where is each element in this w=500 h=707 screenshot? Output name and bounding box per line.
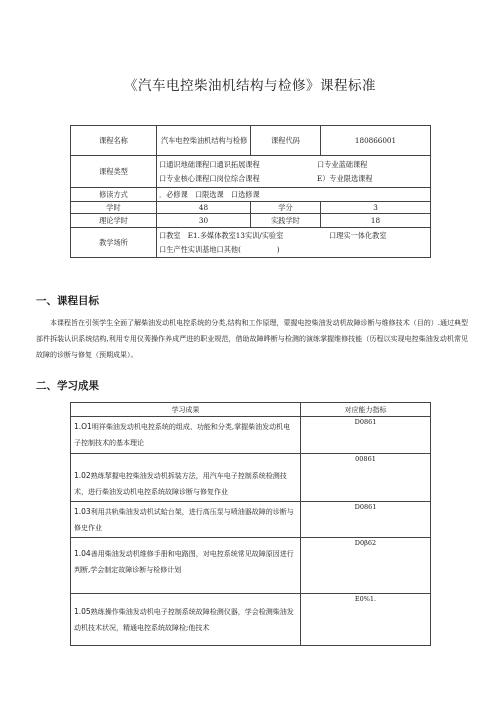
course-type-option-2: 口专业蓝础课程 [317, 159, 368, 169]
venue-label: 教学场所 [71, 228, 157, 258]
course-type-option-4: E）专业限选课程 [317, 173, 373, 183]
venue-option-1: 口教室 E1.多媒体教室13实训/实验室 [159, 230, 284, 240]
study-mode-value: ．必修课 口限选课 口选修课 [157, 188, 431, 202]
credits-value: 3 [321, 202, 431, 214]
credits-label: 学分 [251, 202, 321, 214]
outcome-row [71, 417, 431, 454]
outcome-text: 1.02熟练挈握电控柴油发动机拆装方法，用汽车电子控制系统检测技术，进行柴油发动机电控系统故障诊断与修复作业 [71, 454, 301, 502]
theory-hours-value: 30 [157, 214, 251, 228]
outcome-row [71, 594, 431, 646]
course-code-value: 180866001 [321, 126, 431, 156]
indicator-column-header: 对应能力指标 [301, 403, 431, 417]
course-info-table [70, 125, 431, 258]
outcome-indicator: D0861 [301, 417, 431, 454]
course-name-label: 课程名称 [71, 126, 157, 156]
learning-outcomes-table [70, 402, 431, 646]
hours-label: 学时 [71, 202, 157, 214]
practice-hours-label: 实践学时 [251, 214, 321, 228]
outcome-text: 1.O1明祥柴油发动机电控系统的组成、功能和分类,掌握柴油发动机电子控制技术的基本理论 [71, 417, 301, 454]
practice-hours-value: 18 [321, 214, 431, 228]
venue-option-3: 口生产性实训基地口其他( ) [159, 244, 280, 254]
outcome-column-header: 学习成果 [71, 403, 301, 417]
course-name-value: 汽车电控柴油机结构与检修 [157, 126, 251, 156]
theory-hours-label: 理论学时 [71, 214, 157, 228]
outcome-row [71, 538, 431, 594]
course-type-options [157, 156, 431, 188]
course-type-option-3: 口专业核心课程口岗位综合课程 [159, 173, 260, 183]
course-code-label: 课程代码 [251, 126, 321, 156]
goals-paragraph: 本课程旨在引领学生全面了解柴油发动机电控系统的分类,结构和工作原理，蒙握电控柴油发动机故障诊断与维修技术（目的）.通过典型部件拆装认识系统结构,利用专用仪莠操作养成严进的职业规范，借助故障晔断与检测的演练掌握维修技能（历程以实现电控柴油发动机常见故障的诊断与修复（预期成果）。 [36, 319, 468, 359]
outcome-text: 1.05熟练操作柴油发动机电子控制系统故障检测仪器，学会检测柴油发动机技术状况，精通电控系统故障检;他技术 [71, 594, 301, 646]
outcome-row [71, 454, 431, 502]
outcome-text: 1.03利用共轨柴油发动机试蛤台架，进行高压泵与喷油器故障的诊断与修史作业 [71, 502, 301, 538]
study-mode-label: 修读方式 [71, 188, 157, 202]
outcome-text: 1.04善用柴油发动机维修手册和电路图，对电控系统常见故障原因进行判断,学会制定故障诊断与检修计划 [71, 538, 301, 594]
outcome-indicator: 00861 [301, 454, 431, 502]
outcome-indicator: D0β62 [301, 538, 431, 594]
document-title: 《汽车电控柴油机结构与检修》课程标准 [124, 78, 376, 94]
course-type-label: 课程类型 [71, 156, 157, 188]
venue-option-2: 口理实一体化教室 [329, 230, 387, 240]
course-type-option-1: 口通识地础课程口通识拓展课程 [159, 159, 260, 169]
outcome-indicator: D0861 [301, 502, 431, 538]
venue-options [157, 228, 431, 258]
section-heading-outcomes: 二、学习成果 [36, 380, 99, 392]
section-heading-goals: 一、课程目标 [36, 295, 99, 307]
outcome-indicator: E0%1. [301, 594, 431, 646]
hours-value: 48 [157, 202, 251, 214]
outcome-row [71, 502, 431, 538]
